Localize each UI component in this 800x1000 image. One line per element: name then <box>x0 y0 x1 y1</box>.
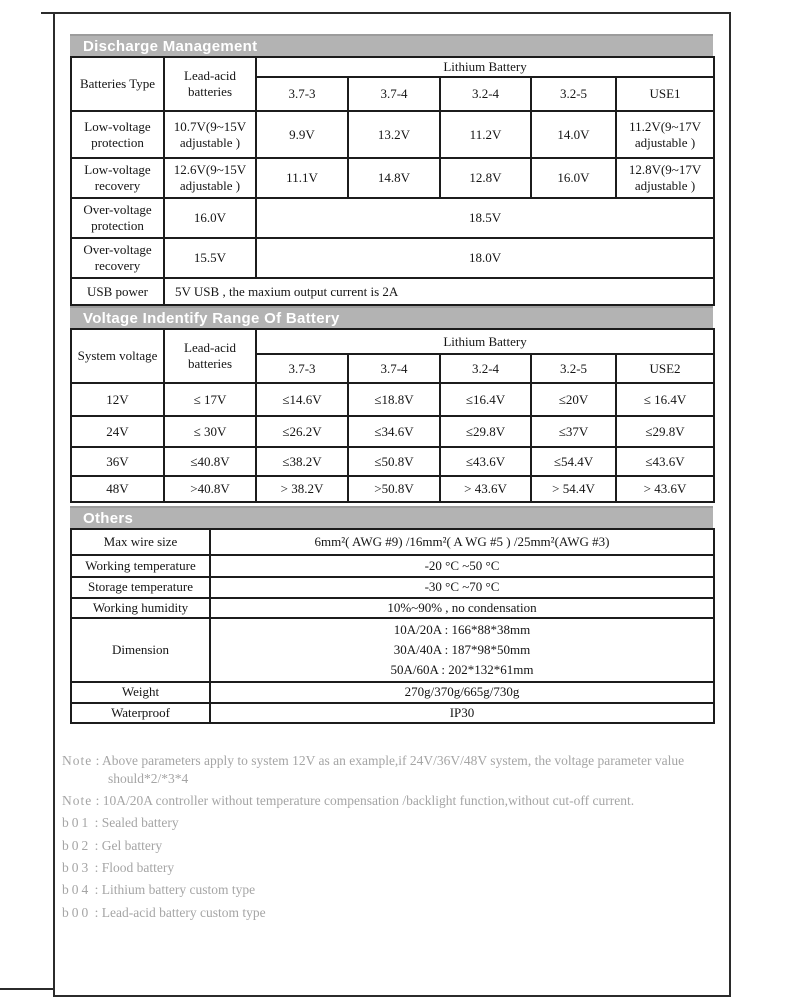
table-cell: 14.8V <box>348 158 440 198</box>
note-text: Gel battery <box>101 837 163 853</box>
column-header-system-voltage: System voltage <box>71 329 164 383</box>
note-text: Above parameters apply to system 12V as an example,if 24V/36V/48V system, the voltage parameter value should*2/*3*4 <box>102 753 685 786</box>
column-header-lead-acid: Lead-acid batteries <box>164 57 256 111</box>
table-header-row <box>71 57 714 77</box>
table-cell: ≤54.4V <box>531 447 616 476</box>
table-cell: 9.9V <box>256 111 348 158</box>
note-separator: : <box>91 815 102 831</box>
table-row-storage-temperature <box>71 577 714 597</box>
table-cell: ≤20V <box>531 383 616 416</box>
note-text: Sealed battery <box>101 815 179 831</box>
note-b04 <box>62 881 722 899</box>
footnotes <box>62 752 722 922</box>
row-label: Over-voltage recovery <box>71 238 164 278</box>
row-label: Over-voltage protection <box>71 198 164 238</box>
table-cell: > 54.4V <box>531 476 616 502</box>
table-cell: >50.8V <box>348 476 440 502</box>
others-table <box>70 528 715 724</box>
dimension-line-1: 10A/20A : 166*88*38mm <box>393 621 531 637</box>
table-cell: ≤40.8V <box>164 447 256 476</box>
row-label: 36V <box>71 447 164 476</box>
table-cell: ≤18.8V <box>348 383 440 416</box>
row-label: Working humidity <box>71 598 210 618</box>
table-cell: ≤16.4V <box>440 383 531 416</box>
column-header: 3.2-5 <box>531 77 616 111</box>
column-header: USE2 <box>616 354 714 383</box>
table-row-48v <box>71 476 714 502</box>
spec-sheet <box>62 34 713 926</box>
note-b00 <box>62 904 722 922</box>
table-row-low-voltage-recovery <box>71 158 714 198</box>
note-b02 <box>62 837 722 855</box>
column-header: 3.7-4 <box>348 354 440 383</box>
table-cell: ≤26.2V <box>256 416 348 447</box>
column-header: 3.2-5 <box>531 354 616 383</box>
column-header: 3.2-4 <box>440 354 531 383</box>
column-header: USE1 <box>616 77 714 111</box>
table-row-weight <box>71 682 714 703</box>
row-label: USB power <box>71 278 164 305</box>
table-cell: > 43.6V <box>616 476 714 502</box>
note-text: Lithium battery custom type <box>101 882 256 898</box>
table-cell: ≤50.8V <box>348 447 440 476</box>
table-cell: 12.6V(9~15V adjustable ) <box>164 158 256 198</box>
table-row-over-voltage-protection <box>71 198 714 238</box>
table-cell: 11.1V <box>256 158 348 198</box>
table-cell: ≤ 17V <box>164 383 256 416</box>
note-code: b04 <box>62 882 92 898</box>
note-parameters <box>62 752 722 788</box>
note-code: b00 <box>62 904 92 920</box>
note-code: b03 <box>62 860 92 876</box>
row-label: Storage temperature <box>71 577 210 597</box>
table-cell: 12.8V <box>440 158 531 198</box>
column-header: 3.7-3 <box>256 354 348 383</box>
column-group-lithium-battery: Lithium Battery <box>256 57 714 77</box>
table-header-row <box>71 329 714 354</box>
column-header-batteries-type: Batteries Type <box>71 57 164 111</box>
table-cell: 15.5V <box>164 238 256 278</box>
table-row-36v <box>71 447 714 476</box>
note-controller <box>62 792 722 810</box>
row-label: 12V <box>71 383 164 416</box>
voltage-indentify-range-table <box>70 328 715 503</box>
table-cell: ≤38.2V <box>256 447 348 476</box>
note-separator: : <box>92 753 103 768</box>
note-separator: : <box>91 882 102 898</box>
table-cell-span: 5V USB , the maxium output current is 2A <box>164 278 714 305</box>
table-cell: -30 °C ~70 °C <box>210 577 714 597</box>
table-cell: ≤ 30V <box>164 416 256 447</box>
table-cell: ≤29.8V <box>440 416 531 447</box>
table-row-working-humidity <box>71 598 714 618</box>
table-row-over-voltage-recovery <box>71 238 714 278</box>
table-row-12v <box>71 383 714 416</box>
table-cell: 12.8V(9~17V adjustable ) <box>616 158 714 198</box>
table-cell: ≤ 16.4V <box>616 383 714 416</box>
note-text: Lead-acid battery custom type <box>101 904 266 920</box>
table-cell: ≤14.6V <box>256 383 348 416</box>
table-cell: > 43.6V <box>440 476 531 502</box>
table-cell: -20 °C ~50 °C <box>210 555 714 577</box>
row-label: 24V <box>71 416 164 447</box>
row-label: Working temperature <box>71 555 210 577</box>
table-cell <box>210 618 714 682</box>
row-label: Dimension <box>71 618 210 682</box>
note-separator: : <box>91 837 102 853</box>
row-label: Max wire size <box>71 529 210 555</box>
table-cell: 14.0V <box>531 111 616 158</box>
column-header: 3.2-4 <box>440 77 531 111</box>
note-code: Note <box>62 753 93 768</box>
table-cell: 6mm²( AWG #9) /16mm²( A WG #5 ) /25mm²(AWG #3) <box>210 529 714 555</box>
table-row-max-wire-size <box>71 529 714 555</box>
note-text: 10A/20A controller without temperature compensation /backlight function,without cut-off current. <box>102 793 635 809</box>
section-header-others: Others <box>70 506 713 528</box>
table-cell: 11.2V(9~17V adjustable ) <box>616 111 714 158</box>
table-row-dimension <box>71 618 714 682</box>
table-cell: > 38.2V <box>256 476 348 502</box>
note-separator: : <box>91 904 102 920</box>
note-separator: : <box>92 793 103 809</box>
table-cell: IP30 <box>210 703 714 723</box>
table-row-working-temperature <box>71 555 714 577</box>
note-code: Note <box>62 793 93 809</box>
table-cell: ≤37V <box>531 416 616 447</box>
column-header-lead-acid: Lead-acid batteries <box>164 329 256 383</box>
column-group-lithium-battery: Lithium Battery <box>256 329 714 354</box>
table-cell: 10.7V(9~15V adjustable ) <box>164 111 256 158</box>
page-border-mark-bottom <box>0 988 55 990</box>
table-row-usb-power <box>71 278 714 305</box>
table-cell: ≤29.8V <box>616 416 714 447</box>
table-cell-span: 18.5V <box>256 198 714 238</box>
table-cell: 13.2V <box>348 111 440 158</box>
note-text: Flood battery <box>101 860 175 876</box>
table-cell: 11.2V <box>440 111 531 158</box>
table-cell: >40.8V <box>164 476 256 502</box>
table-row-waterproof <box>71 703 714 723</box>
note-code: b02 <box>62 837 92 853</box>
note-b01 <box>62 814 722 832</box>
row-label: Waterproof <box>71 703 210 723</box>
row-label: Low-voltage recovery <box>71 158 164 198</box>
table-cell-span: 18.0V <box>256 238 714 278</box>
section-header-discharge-management: Discharge Management <box>70 34 713 56</box>
note-separator: : <box>91 860 102 876</box>
table-cell: 16.0V <box>531 158 616 198</box>
table-row-low-voltage-protection <box>71 111 714 158</box>
column-header: 3.7-3 <box>256 77 348 111</box>
table-cell: ≤34.6V <box>348 416 440 447</box>
column-header: 3.7-4 <box>348 77 440 111</box>
note-b03 <box>62 859 722 877</box>
page-border-mark-top <box>41 12 55 14</box>
row-label: Low-voltage protection <box>71 111 164 158</box>
table-row-24v <box>71 416 714 447</box>
table-cell: 270g/370g/665g/730g <box>210 682 714 703</box>
table-cell: 16.0V <box>164 198 256 238</box>
section-header-voltage-indentify-range: Voltage Indentify Range Of Battery <box>70 306 713 328</box>
discharge-management-table <box>70 56 715 306</box>
row-label: 48V <box>71 476 164 502</box>
dimension-line-2: 30A/40A : 187*98*50mm <box>393 641 531 657</box>
table-cell: 10%~90% , no condensation <box>210 598 714 618</box>
table-cell: ≤43.6V <box>616 447 714 476</box>
dimension-line-3: 50A/60A : 202*132*61mm <box>390 661 534 677</box>
table-cell: ≤43.6V <box>440 447 531 476</box>
row-label: Weight <box>71 682 210 703</box>
note-code: b01 <box>62 815 92 831</box>
